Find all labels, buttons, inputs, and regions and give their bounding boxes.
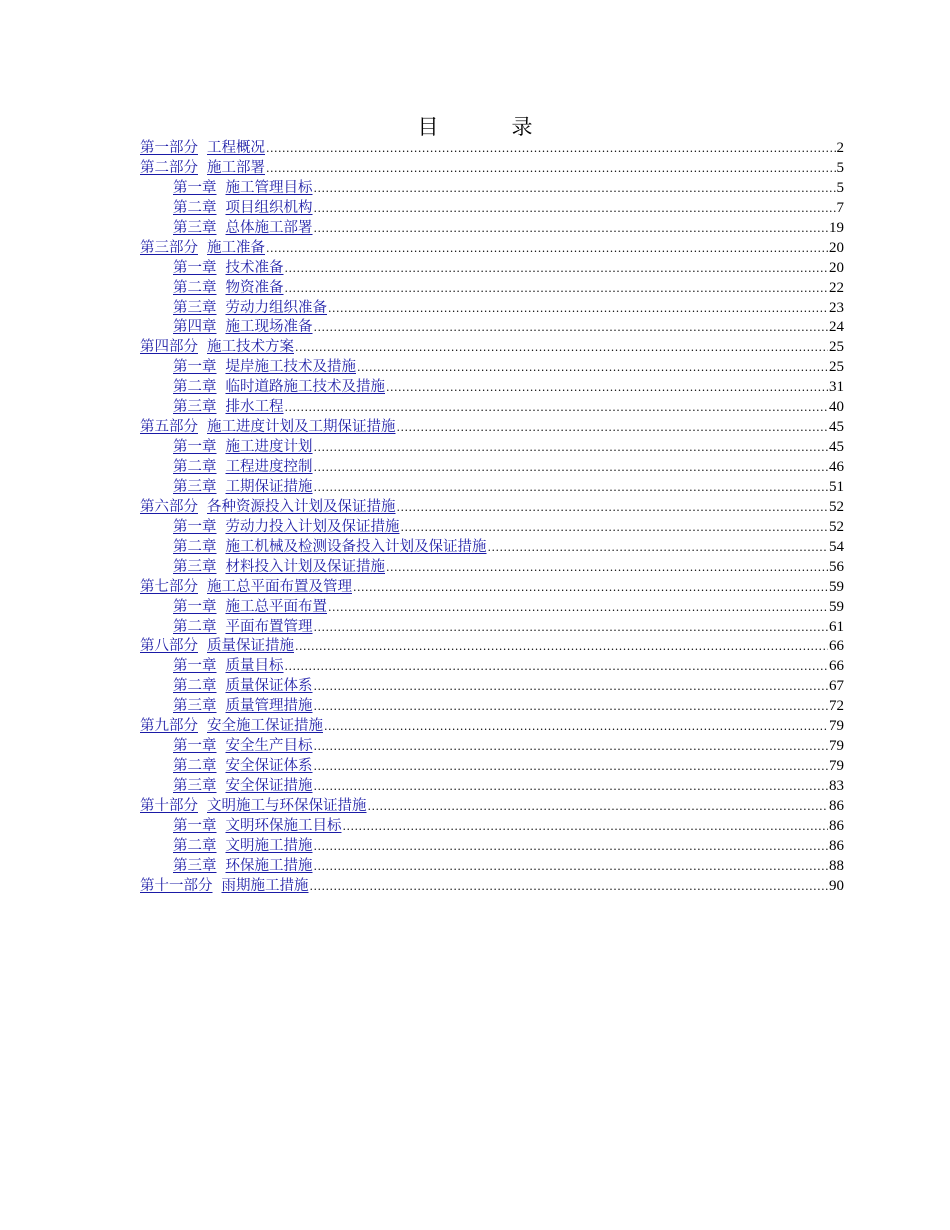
toc-entry-link[interactable] <box>173 179 313 199</box>
toc-entry-link[interactable] <box>173 259 284 279</box>
toc-dot-leader <box>314 757 829 777</box>
toc-title: 目 录 <box>417 115 559 139</box>
toc-dot-leader <box>285 398 829 418</box>
toc-dot-leader <box>314 438 829 458</box>
toc-entry-number: 第三章 <box>173 857 217 874</box>
toc-dot-leader <box>397 498 829 518</box>
toc-entry-title: 质量目标 <box>225 658 284 675</box>
toc-entry-link[interactable] <box>173 478 313 498</box>
toc-page-number: 20 <box>829 259 844 276</box>
toc-entry-title: 质量保证体系 <box>225 678 313 695</box>
toc-dot-leader <box>266 239 828 259</box>
toc-chapter-entry[interactable] <box>140 358 844 378</box>
toc-chapter-entry[interactable] <box>140 697 844 717</box>
toc-entry-number: 第三章 <box>173 698 217 715</box>
toc-chapter-entry[interactable] <box>140 259 844 279</box>
toc-page-number: 20 <box>829 239 844 256</box>
toc-chapter-entry[interactable] <box>140 857 844 877</box>
toc-entry-number: 第一章 <box>173 179 217 196</box>
toc-entry-link[interactable] <box>173 518 400 538</box>
toc-entry-number: 第二章 <box>173 678 217 695</box>
toc-page-number: 7 <box>836 199 844 216</box>
toc-entry-number: 第一章 <box>173 738 217 755</box>
toc-chapter-entry[interactable] <box>140 458 844 478</box>
toc-entry-link[interactable] <box>140 797 367 817</box>
toc-entry-link[interactable] <box>173 837 313 857</box>
toc-page-number: 56 <box>829 558 844 575</box>
toc-entry-link[interactable] <box>173 538 487 558</box>
toc-entry-number: 第四章 <box>173 319 217 336</box>
toc-chapter-entry[interactable] <box>140 777 844 797</box>
toc-part-entry[interactable] <box>140 637 844 657</box>
toc-entry-title: 施工进度计划 <box>225 439 313 456</box>
toc-chapter-entry[interactable] <box>140 438 844 458</box>
toc-entry-title: 质量保证措施 <box>207 638 294 655</box>
toc-dot-leader <box>328 299 828 319</box>
toc-entry-title: 文明施工措施 <box>225 837 313 854</box>
toc-entry-number: 第六部分 <box>140 498 198 515</box>
toc-entry-title: 堤岸施工技术及措施 <box>225 359 356 376</box>
toc-dot-leader <box>314 179 836 199</box>
toc-entry-number: 第三部分 <box>140 239 198 256</box>
toc-entry-link[interactable] <box>140 717 323 737</box>
toc-dot-leader <box>314 777 829 797</box>
toc-entry-title: 文明环保施工目标 <box>225 817 342 834</box>
toc-entry-title: 安全施工保证措施 <box>207 718 323 735</box>
toc-page-number: 45 <box>829 419 844 436</box>
toc-chapter-entry[interactable] <box>140 179 844 199</box>
toc-page-number: 86 <box>829 817 844 834</box>
toc-page-number: 45 <box>829 439 844 456</box>
toc-part-entry[interactable] <box>140 877 844 897</box>
toc-entry-link[interactable] <box>140 498 396 518</box>
toc-dot-leader <box>295 338 828 358</box>
toc-page-number: 2 <box>836 140 844 156</box>
toc-entry-link[interactable] <box>173 817 342 837</box>
toc-entry-number: 第三章 <box>173 219 217 236</box>
toc-entry-number: 第二章 <box>173 199 217 216</box>
toc-dot-leader <box>314 618 829 638</box>
toc-chapter-entry[interactable] <box>140 299 844 319</box>
toc-entry-link[interactable] <box>173 657 284 677</box>
toc-page-number: 52 <box>829 498 844 515</box>
toc-entry-title: 施工总平面布置及管理 <box>207 578 352 595</box>
toc-dot-leader <box>314 478 829 498</box>
toc-entry-link[interactable] <box>173 458 313 478</box>
toc-entry-number: 第三章 <box>173 299 217 316</box>
toc-dot-leader <box>314 199 836 219</box>
toc-entry-number: 第七部分 <box>140 578 198 595</box>
toc-entry-title: 施工技术方案 <box>207 339 294 356</box>
toc-page-number: 22 <box>829 279 844 296</box>
toc-chapter-entry[interactable] <box>140 657 844 677</box>
toc-dot-leader <box>386 378 828 398</box>
toc-dot-leader <box>488 538 829 558</box>
toc-entry-title: 工期保证措施 <box>225 478 313 495</box>
toc-chapter-entry[interactable] <box>140 318 844 338</box>
toc-entry-number: 第八部分 <box>140 638 198 655</box>
toc-entry-title: 施工准备 <box>207 239 265 256</box>
toc-dot-leader <box>285 259 829 279</box>
toc-page-number: 88 <box>829 857 844 874</box>
toc-entry-title: 技术准备 <box>225 259 284 276</box>
toc-chapter-entry[interactable] <box>140 199 844 219</box>
toc-entry-link[interactable] <box>140 637 294 657</box>
table-of-contents <box>140 139 844 897</box>
toc-entry-title: 材料投入计划及保证措施 <box>225 558 385 575</box>
toc-entry-number: 第一部分 <box>140 140 198 156</box>
toc-page-number: 86 <box>829 797 844 814</box>
toc-page-number: 61 <box>829 618 844 635</box>
toc-page-number: 79 <box>829 758 844 775</box>
toc-entry-title: 平面布置管理 <box>225 618 313 635</box>
toc-entry-link[interactable] <box>173 598 327 618</box>
toc-part-entry[interactable] <box>140 139 844 159</box>
toc-entry-number: 第一章 <box>173 518 217 535</box>
toc-dot-leader <box>314 458 829 478</box>
toc-entry-title: 工程进度控制 <box>225 459 313 475</box>
toc-entry-link[interactable] <box>173 697 313 717</box>
toc-page-number: 67 <box>829 678 844 695</box>
toc-chapter-entry[interactable] <box>140 598 844 618</box>
toc-page-number: 54 <box>829 538 844 555</box>
toc-dot-leader <box>353 578 828 598</box>
toc-part-entry[interactable] <box>140 578 844 598</box>
toc-dot-leader <box>386 558 828 578</box>
toc-part-entry[interactable] <box>140 338 844 358</box>
toc-dot-leader <box>314 677 829 697</box>
toc-chapter-entry[interactable] <box>140 518 844 538</box>
toc-dot-leader <box>314 697 829 717</box>
toc-entry-number: 第十部分 <box>140 797 198 814</box>
toc-chapter-entry[interactable] <box>140 219 844 239</box>
toc-page-number: 5 <box>836 159 844 176</box>
toc-dot-leader <box>310 877 829 897</box>
toc-entry-number: 第一章 <box>173 259 217 276</box>
toc-entry-link[interactable] <box>140 877 309 897</box>
toc-dot-leader <box>266 139 836 159</box>
toc-entry-number: 第三章 <box>173 558 217 575</box>
toc-page-number: 66 <box>829 638 844 655</box>
toc-page-number: 59 <box>829 578 844 595</box>
toc-page-number: 51 <box>829 478 844 495</box>
toc-dot-leader <box>401 518 829 538</box>
toc-chapter-entry[interactable] <box>140 478 844 498</box>
toc-entry-number: 第二章 <box>173 379 217 396</box>
toc-entry-link[interactable] <box>173 318 313 338</box>
toc-dot-leader <box>343 817 829 837</box>
toc-chapter-entry[interactable] <box>140 558 844 578</box>
toc-page-number: 25 <box>829 339 844 356</box>
toc-entry-title: 总体施工部署 <box>225 219 313 236</box>
toc-entry-link[interactable] <box>173 558 385 578</box>
toc-dot-leader <box>324 717 828 737</box>
toc-entry-number: 第二章 <box>173 459 217 475</box>
toc-entry-title: 劳动力组织准备 <box>225 299 327 316</box>
toc-chapter-entry[interactable] <box>140 398 844 418</box>
toc-chapter-entry[interactable] <box>140 677 844 697</box>
toc-entry-title: 施工现场准备 <box>225 319 313 336</box>
toc-entry-link[interactable] <box>173 777 313 797</box>
toc-part-entry[interactable] <box>140 159 844 179</box>
toc-entry-number: 第二章 <box>173 538 217 555</box>
toc-entry-number: 第四部分 <box>140 339 198 356</box>
toc-entry-link[interactable] <box>173 618 313 638</box>
toc-page-number: 90 <box>829 877 844 894</box>
toc-entry-link[interactable] <box>140 578 352 598</box>
toc-entry-title: 施工管理目标 <box>225 179 313 196</box>
toc-entry-link[interactable] <box>173 299 327 319</box>
toc-part-entry[interactable] <box>140 498 844 518</box>
toc-entry-link[interactable] <box>140 139 265 159</box>
toc-entry-number: 第十一部分 <box>140 877 213 894</box>
toc-entry-number: 第三章 <box>173 399 217 416</box>
toc-entry-title: 施工总平面布置 <box>225 598 327 615</box>
toc-entry-link[interactable] <box>173 737 313 757</box>
toc-entry-number: 第一章 <box>173 658 217 675</box>
toc-entry-title: 排水工程 <box>225 399 284 416</box>
toc-entry-number: 第五部分 <box>140 419 198 436</box>
toc-dot-leader <box>285 657 829 677</box>
toc-page-number: 83 <box>829 778 844 794</box>
toc-page-number: 66 <box>829 658 844 675</box>
toc-dot-leader <box>285 279 829 299</box>
toc-entry-number: 第一章 <box>173 359 217 376</box>
toc-entry-title: 文明施工与环保保证措施 <box>207 797 367 814</box>
toc-entry-link[interactable] <box>173 398 284 418</box>
toc-entry-title: 安全保证措施 <box>225 778 313 794</box>
toc-entry-title: 物资准备 <box>225 279 284 296</box>
toc-page-number: 79 <box>829 738 844 755</box>
toc-entry-title: 雨期施工措施 <box>221 877 309 894</box>
toc-dot-leader <box>314 737 829 757</box>
toc-entry-title: 环保施工措施 <box>225 857 313 874</box>
toc-entry-link[interactable] <box>173 438 313 458</box>
toc-chapter-entry[interactable] <box>140 378 844 398</box>
toc-chapter-entry[interactable] <box>140 817 844 837</box>
toc-dot-leader <box>295 637 828 657</box>
toc-entry-title: 施工进度计划及工期保证措施 <box>207 419 396 436</box>
toc-dot-leader <box>266 159 836 179</box>
toc-dot-leader <box>357 358 828 378</box>
toc-part-entry[interactable] <box>140 717 844 737</box>
toc-chapter-entry[interactable] <box>140 618 844 638</box>
toc-entry-title: 安全生产目标 <box>225 738 313 755</box>
toc-dot-leader <box>328 598 828 618</box>
toc-entry-link[interactable] <box>173 358 356 378</box>
toc-entry-link[interactable] <box>173 279 284 299</box>
toc-page-number: 5 <box>836 179 844 196</box>
toc-entry-title: 安全保证体系 <box>225 758 313 775</box>
toc-chapter-entry[interactable] <box>140 737 844 757</box>
toc-page-number: 59 <box>829 598 844 615</box>
toc-entry-number: 第九部分 <box>140 718 198 735</box>
toc-entry-title: 各种资源投入计划及保证措施 <box>207 498 396 515</box>
toc-page-number: 46 <box>829 459 844 475</box>
toc-entry-title: 工程概况 <box>207 140 265 156</box>
toc-entry-number: 第一章 <box>173 817 217 834</box>
toc-entry-title: 施工机械及检测设备投入计划及保证措施 <box>225 538 487 555</box>
toc-dot-leader <box>397 418 829 438</box>
toc-part-entry[interactable] <box>140 239 844 259</box>
toc-entry-title: 质量管理措施 <box>225 698 313 715</box>
toc-dot-leader <box>314 857 829 877</box>
toc-entry-number: 第二部分 <box>140 159 198 176</box>
toc-chapter-entry[interactable] <box>140 279 844 299</box>
toc-entry-number: 第三章 <box>173 778 217 794</box>
toc-dot-leader <box>314 219 829 239</box>
toc-page-number: 40 <box>829 399 844 416</box>
toc-page-number: 86 <box>829 837 844 854</box>
toc-entry-title: 项目组织机构 <box>225 199 313 216</box>
toc-entry-link[interactable] <box>140 239 265 259</box>
toc-page-number: 23 <box>829 299 844 316</box>
toc-page-number: 72 <box>829 698 844 715</box>
toc-entry-link[interactable] <box>140 418 396 438</box>
toc-chapter-entry[interactable] <box>140 757 844 777</box>
toc-entry-number: 第三章 <box>173 478 217 495</box>
toc-entry-number: 第二章 <box>173 758 217 775</box>
toc-page-number: 25 <box>829 359 844 376</box>
toc-part-entry[interactable] <box>140 418 844 438</box>
toc-entry-number: 第二章 <box>173 837 217 854</box>
toc-entry-link[interactable] <box>173 857 313 877</box>
toc-entry-link[interactable] <box>140 338 294 358</box>
toc-dot-leader <box>314 837 829 857</box>
toc-page-number: 31 <box>829 379 844 396</box>
toc-entry-number: 第二章 <box>173 618 217 635</box>
toc-dot-leader <box>368 797 829 817</box>
toc-entry-title: 劳动力投入计划及保证措施 <box>225 518 400 535</box>
toc-part-entry[interactable] <box>140 797 844 817</box>
toc-entry-link[interactable] <box>173 378 385 398</box>
toc-chapter-entry[interactable] <box>140 538 844 558</box>
toc-chapter-entry[interactable] <box>140 837 844 857</box>
toc-entry-number: 第二章 <box>173 279 217 296</box>
toc-entry-title: 施工部署 <box>207 159 265 176</box>
toc-entry-number: 第一章 <box>173 439 217 456</box>
toc-entry-link[interactable] <box>173 199 313 219</box>
toc-entry-link[interactable] <box>173 757 313 777</box>
toc-page-number: 24 <box>829 319 844 336</box>
toc-page-number: 79 <box>829 718 844 735</box>
toc-entry-number: 第一章 <box>173 598 217 615</box>
toc-page-number: 19 <box>829 219 844 236</box>
toc-entry-link[interactable] <box>140 159 265 179</box>
toc-page-number: 52 <box>829 518 844 535</box>
toc-dot-leader <box>314 318 829 338</box>
toc-entry-link[interactable] <box>173 677 313 697</box>
toc-entry-title: 临时道路施工技术及措施 <box>225 379 385 396</box>
toc-entry-link[interactable] <box>173 219 313 239</box>
